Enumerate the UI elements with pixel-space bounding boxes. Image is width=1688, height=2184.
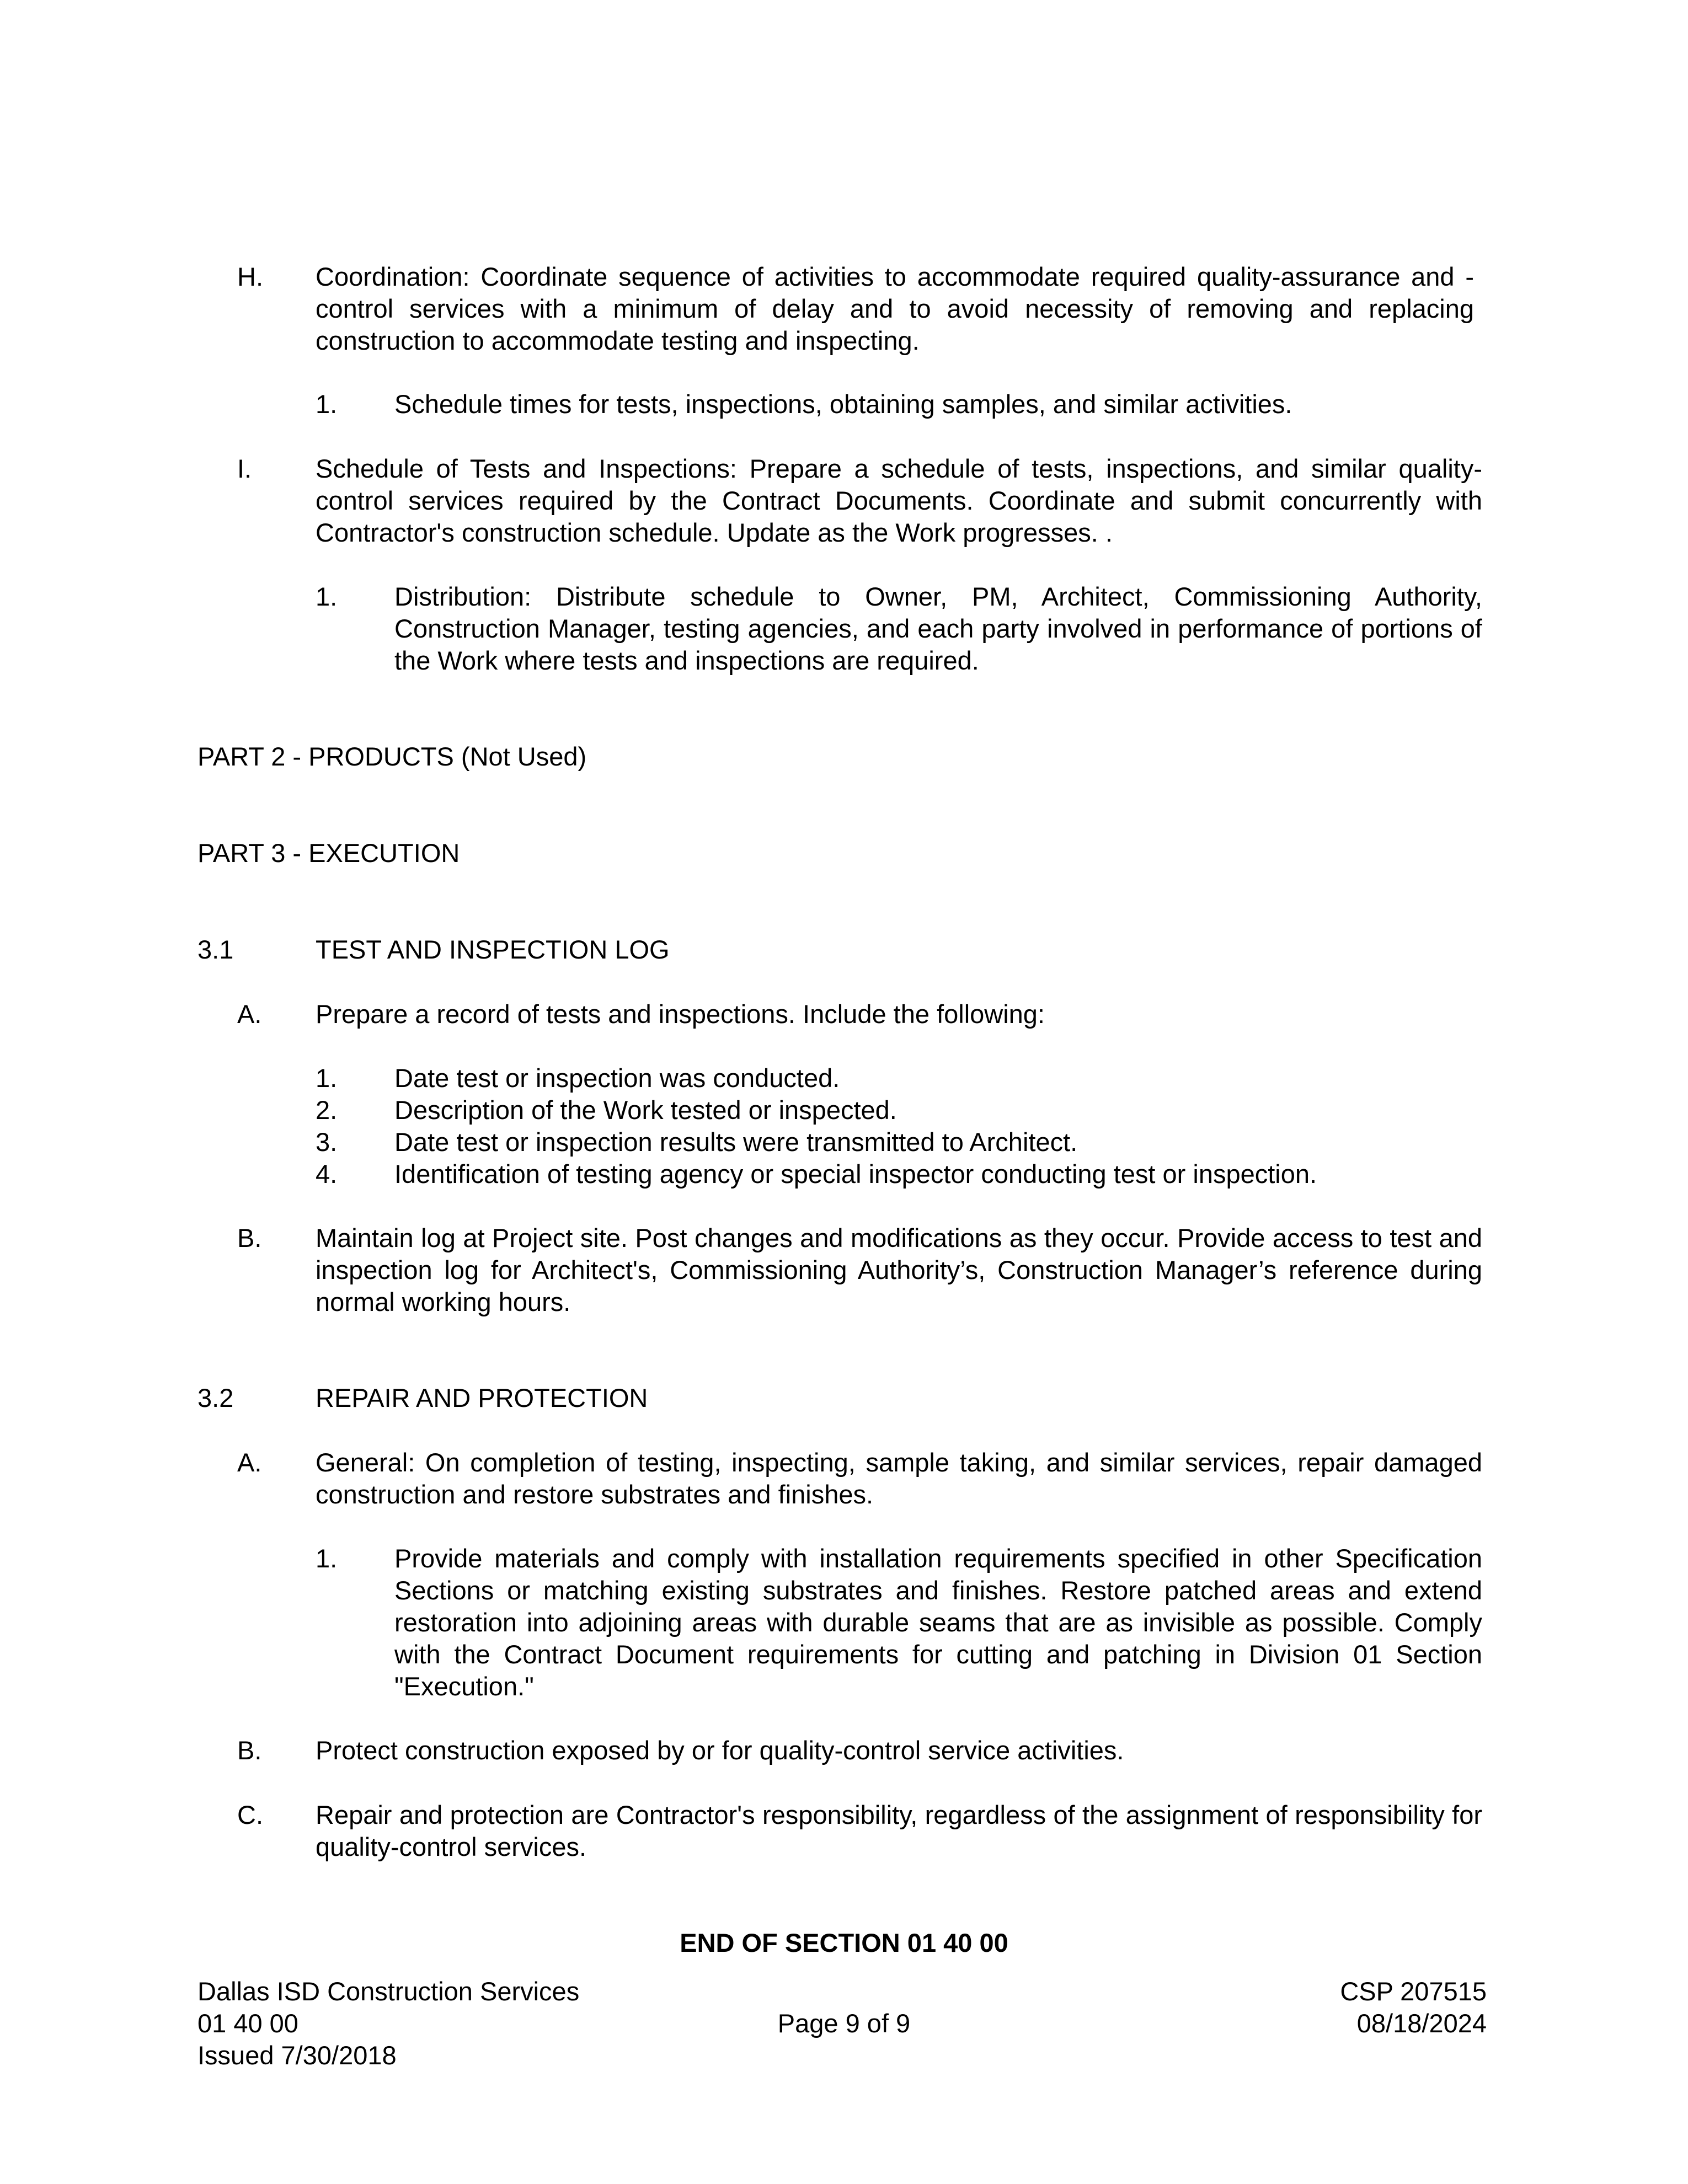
paragraph-label-b: B. — [237, 1223, 262, 1252]
paragraph-label-c: C. — [237, 1800, 263, 1829]
item-number: 1. — [316, 1063, 338, 1093]
item-number: 3. — [316, 1127, 338, 1157]
end-of-section: END OF SECTION 01 40 00 — [680, 1928, 1008, 1957]
list-item: Description of the Work tested or inspected. — [394, 1095, 897, 1125]
article-number-3-1: 3.1 — [197, 935, 234, 964]
article-number-3-2: 3.2 — [197, 1383, 234, 1412]
paragraph-3-2-b: Protect construction exposed by or for quality-control service activities. — [316, 1736, 1124, 1765]
part-3-heading: PART 3 - EXECUTION — [197, 838, 460, 868]
footer-date: 08/18/2024 — [1356, 2009, 1487, 2038]
item-number: 2. — [316, 1095, 338, 1125]
list-item: Identification of testing agency or special inspector conducting test or inspection. — [394, 1159, 1317, 1189]
footer-project-number: CSP 207515 — [1340, 1977, 1487, 2006]
paragraph-label-a: A. — [237, 1448, 262, 1477]
paragraph-label-h: H. — [237, 262, 263, 291]
footer-page-number: Page 9 of 9 — [777, 2009, 911, 2038]
paragraph-i-schedule: Schedule of Tests and Inspections: Prepare a schedule of tests, inspections, and similar quality-control services required by the Contract Documents. Coordinate and submit concurrently with Contractor's construction schedule. Update as the Work progresses. . — [316, 454, 1482, 547]
article-title-3-2: REPAIR AND PROTECTION — [316, 1383, 648, 1412]
article-title-3-1: TEST AND INSPECTION LOG — [316, 935, 670, 964]
footer-right — [1103, 1976, 1487, 2040]
item-number: 1. — [316, 1544, 338, 1573]
item-number: 1. — [316, 389, 338, 419]
list-item: Date test or inspection was conducted. — [394, 1063, 840, 1093]
paragraph-label-i: I. — [237, 454, 252, 483]
item-provide-materials: Provide materials and comply with installation requirements specified in other Specification Sections or matching existing substrates and finishes. Restore patched areas and extend restoration into adjoining areas with durable seams that are as invisible as possible. Comply with the Contract Document requirements for cutting and patching in Division 01 Section "Execution." — [394, 1544, 1482, 1701]
item-schedule-times: Schedule times for tests, inspections, obtaining samples, and similar activities. — [394, 389, 1292, 419]
paragraph-3-2-c: Repair and protection are Contractor's responsibility, regardless of the assignment of responsibility for quality-control services. — [316, 1800, 1482, 1861]
item-number: 1. — [316, 582, 338, 611]
paragraph-3-1-b: Maintain log at Project site. Post changes and modifications as they occur. Provide access to test and inspection log for Architect's, Commissioning Authority’s, Construction Manager’s reference during normal working hours. — [316, 1223, 1482, 1316]
paragraph-3-2-a: General: On completion of testing, inspecting, sample taking, and similar services, repair damaged construction and restore substrates and finishes. — [316, 1448, 1482, 1509]
paragraph-h-coordination: Coordination: Coordinate sequence of activities to accommodate required quality-assurance and -control services with a minimum of delay and to avoid necessity of removing and replacing construction to accommodate testing and inspecting. — [316, 262, 1474, 355]
paragraph-label-b: B. — [237, 1736, 262, 1765]
footer-organization: Dallas ISD Construction Services — [197, 1977, 580, 2006]
item-distribution: Distribution: Distribute schedule to Owner, PM, Architect, Commissioning Authority, Construction Manager, testing agencies, and each party involved in performance of portions of the Work where tests and inspections are required. — [394, 582, 1482, 675]
paragraph-label-a: A. — [237, 999, 262, 1029]
list-item: Date test or inspection results were transmitted to Architect. — [394, 1127, 1078, 1157]
part-2-heading: PART 2 - PRODUCTS (Not Used) — [197, 742, 587, 771]
item-number: 4. — [316, 1159, 338, 1189]
paragraph-3-1-a: Prepare a record of tests and inspections. Include the following: — [316, 999, 1045, 1029]
footer-issued-date: Issued 7/30/2018 — [197, 2041, 397, 2070]
footer-section-number: 01 40 00 — [197, 2009, 298, 2038]
